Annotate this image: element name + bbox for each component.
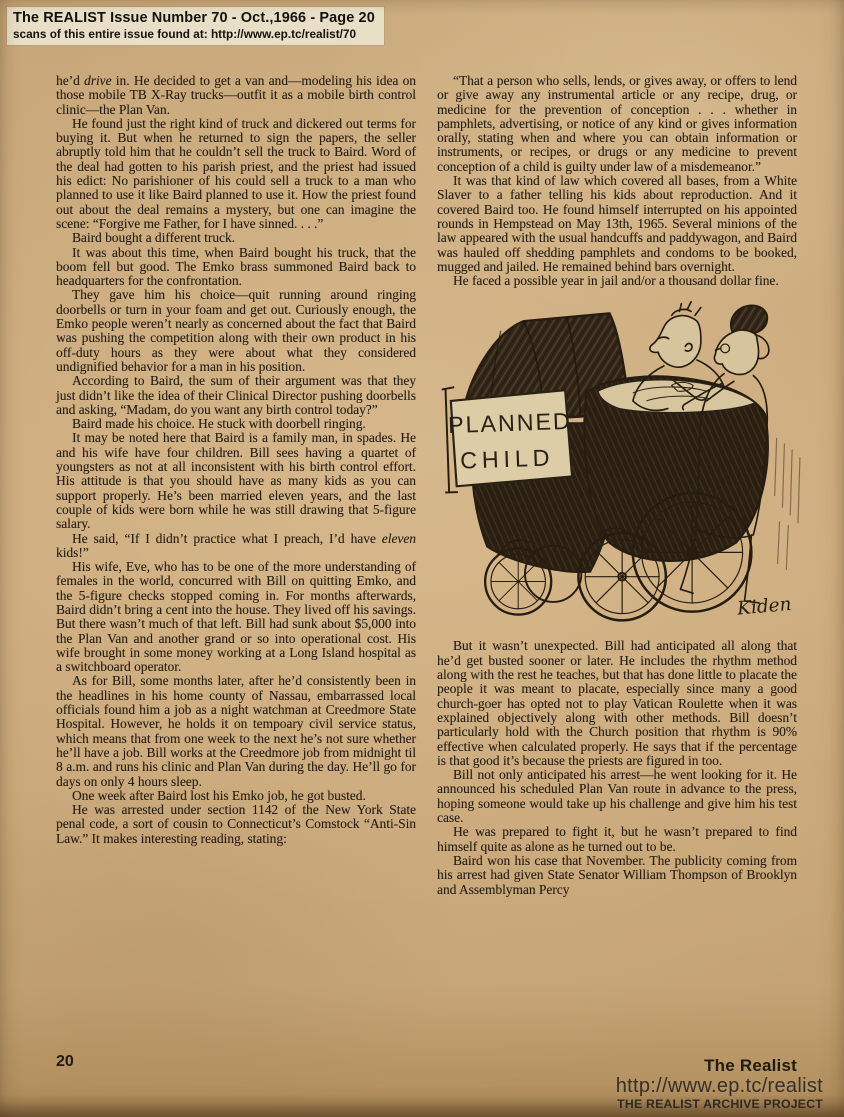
scan-header-title: The REALIST Issue Number 70 - Oct.,1966 - Page 20 bbox=[13, 10, 375, 26]
paragraph: Baird made his choice. He stuck with doorbell ringing. bbox=[72, 416, 366, 432]
scan-header-label bbox=[7, 7, 384, 45]
column-left bbox=[56, 74, 416, 897]
paragraph: But it wasn’t unexpected. Bill had anticipated all along that he’d get busted sooner or later. He includes the rhythm method along with the rest he teaches, but that has done little to placate the people it was meant to placate, especially since many a good church-goer has opted not to play Vatican Roulette when it was explained objectively along with other methods. Bill doesn’t particularly hold with the Church position that rhythm is 90% effective when calculated properly. He says that if the percentage is that good it’s because the priests are figured in too. bbox=[437, 638, 797, 768]
column-right bbox=[437, 74, 797, 897]
scan-header-url: scans of this entire issue found at: http://www.ep.tc/realist/70 bbox=[13, 27, 357, 41]
magazine-title: The Realist bbox=[704, 1056, 797, 1075]
paragraph: They gave him his choice—quit running around ringing doorbells or turn in your foam and get out. Curiously enough, the Emko people weren’t nearly as concerned about the fact that Baird was pushing the competition along with their own product in his off-duty hours as they were about what they considered undignified behavior for a man in his position. bbox=[56, 287, 416, 374]
page-number: 20 bbox=[56, 1053, 74, 1070]
paragraph-italic: drive bbox=[84, 73, 112, 88]
paragraph-text: he’d bbox=[56, 73, 85, 88]
paragraph: His wife, Eve, who has to be one of the more understanding of females in the world, concurred with Bill on quitting Emko, and the 5-figure checks stopped coming in. For months afterwards, Baird didn’t bring a cent into the house. They lived off his savings. But there wasn’t much of that left. Bill had sunk about $5,000 into the Plan Van and another grand or so into operational cost. His wife brought in some money working at a Long Island hospital as a switchboard operator. bbox=[56, 559, 416, 675]
archive-project-label: THE REALIST ARCHIVE PROJECT bbox=[617, 1097, 823, 1111]
background-hatching bbox=[775, 438, 800, 570]
woman-hat bbox=[731, 306, 767, 333]
sign-line2: CHILD bbox=[459, 444, 555, 475]
sign-line1: PLANNED bbox=[447, 408, 573, 439]
paragraph: He faced a possible year in jail and/or a thousand dollar fine. bbox=[453, 273, 779, 289]
paragraph: As for Bill, some months later, after he’d consistently been in the headlines in his home county of Nassau, embarrassed local officials found him a job as a night watchman at Creedmore State Hospital. However, he holds it on tempoary civil service status, which means that from one week to the next he’s not sure whether he’ll have a job. Bill works at the Creedmore job from midnight til 8 a.m. and runs his clinic and Plan Van during the day. He’ll go for days on only 4 hours sleep. bbox=[56, 673, 416, 789]
archive-url: http://www.ep.tc/realist bbox=[615, 1075, 823, 1097]
cartoon-svg bbox=[437, 292, 817, 634]
paragraph: Baird won his case that November. The publicity coming from his arrest had given State Senator William Thompson of Brooklyn and Assemblyman Percy bbox=[437, 852, 797, 897]
paragraph: Baird bought a different truck. bbox=[72, 230, 235, 246]
artist-signature: Kiden bbox=[736, 594, 793, 621]
article-columns bbox=[56, 74, 797, 897]
paragraph: According to Baird, the sum of their argument was that they just didn’t like the idea of their Clinical Director pushing doorbells and asking, “Madam, do you want any birth control today?” bbox=[56, 373, 416, 417]
paragraph: “That a person who sells, lends, or gives away, or offers to lend or give away any instrumental article or any recipe, drug, or medicine for the prevention of conception . . . whether in pamphlets, advertising, or notice of any kind or gives information orally, stating when and where you can obtain information or instruments, or recipes, or drugs or any medicine to prevent conception of a child is guilty under law of a misdemeanor.” bbox=[437, 73, 797, 174]
paragraph-text: in. He decided to get a van and—modeling his idea on those mobile TB X-Ray trucks—outfit it as a mobile birth control clinic—the Plan Van. bbox=[56, 73, 416, 117]
paragraph: He was prepared to fight it, but he wasn’t prepared to find himself quite as alone as he turned out to be. bbox=[437, 824, 797, 854]
paragraph: It was about this time, when Baird bought his truck, that the boom fell but good. The Emko brass summoned Baird back to headquarters for the confrontation. bbox=[56, 244, 416, 289]
paragraph: He found just the right kind of truck and dickered out terms for buying it. But when he returned to sign the papers, the seller abruptly told him that he couldn’t sell the truck to Baird. Word of the deal had gotten to his parish priest, and the priest had issued his edict: No parishioner of his could sell a truck to a man who planned to use it like Baird planned to use it. How the priest found out about the deal remains a mystery, but one can imagine the scene: “Forgive me Father, for I have sinned. . . .” bbox=[56, 115, 416, 231]
cartoon-illustration bbox=[437, 292, 797, 634]
planned-child-sign bbox=[442, 384, 574, 493]
paragraph-text: kids!” bbox=[56, 544, 89, 560]
paragraph bbox=[56, 532, 416, 561]
paragraph-italic: eleven bbox=[381, 530, 416, 546]
archive-footer bbox=[616, 1076, 823, 1111]
paragraph: He was arrested under section 1142 of the New York State penal code, a sort of cousin to Connecticut’s Comstock “Anti-Sin Law.” It makes interesting reading, stating: bbox=[56, 802, 416, 846]
paragraph: It was that kind of law which covered all bases, from a White Slaver to a father telling his kids about reproduction. And it covered Baird too. He found himself interrupted on his appointed rounds in Hempstead on May 13th, 1965. Several minions of the law appeared with the usual handcuffs and paddywagon, and Baird was hauled off shedding pamphlets and condoms to be booked, mugged and jailed. He remained behind bars overnight. bbox=[437, 173, 797, 274]
paragraph bbox=[56, 74, 416, 117]
paragraph-text: He said, “If I didn’t practice what I preach, I’d have bbox=[72, 530, 382, 546]
paragraph: It may be noted here that Baird is a family man, in spades. He and his wife have four children. Bill sees having a quartet of youngsters as not at all inconsistent with his birth control effort. His attitude is that you should have as many kids as you can support properly. He’s been married eleven years, and the last couple of kids were born while he was still drawing that 5-figure salary. bbox=[56, 430, 416, 532]
paragraph: One week after Baird lost his Emko job, he got busted. bbox=[72, 787, 366, 803]
paragraph: Bill not only anticipated his arrest—he went looking for it. He announced his scheduled Plan Van route in advance to the press, hoping someone would take up his challenge and give him his test case. bbox=[437, 767, 797, 826]
